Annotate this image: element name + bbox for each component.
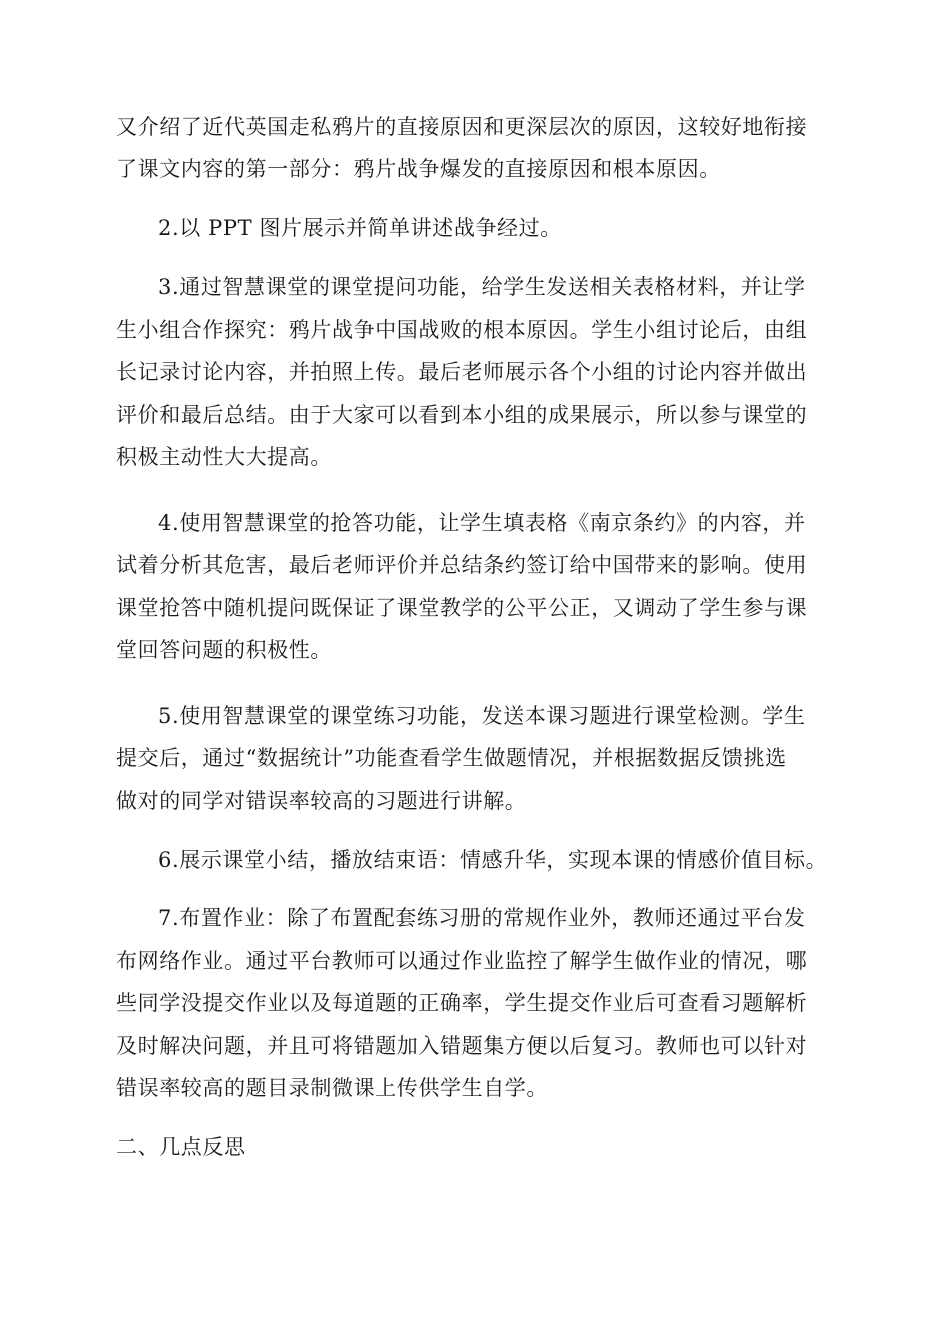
paragraph-line: 又介绍了近代英国走私鸦片的直接原因和更深层次的原因，这较好地衔接 <box>116 115 808 139</box>
paragraph-line: 长记录讨论内容，并拍照上传。最后老师展示各个小组的讨论内容并做出 <box>116 360 808 384</box>
paragraph-line: 6.展示课堂小结，播放结束语：情感升华，实现本课的情感价值目标。 <box>158 848 828 872</box>
paragraph-line: 4.使用智慧课堂的抢答功能，让学生填表格《南京条约》的内容，并 <box>158 511 806 535</box>
paragraph-line: 2.以 PPT 图片展示并简单讲述战争经过。 <box>158 216 562 240</box>
paragraph-line: 7.布置作业：除了布置配套练习册的常规作业外，教师还通过平台发 <box>158 906 806 930</box>
paragraph-line: 3.通过智慧课堂的课堂提问功能，给学生发送相关表格材料，并让学 <box>158 275 806 299</box>
paragraph-line: 积极主动性大大提高。 <box>116 445 332 469</box>
section-heading: 二、几点反思 <box>116 1135 246 1159</box>
paragraph-line: 做对的同学对错误率较高的习题进行讲解。 <box>116 789 527 813</box>
paragraph-line: 及时解决问题，并且可将错题加入错题集方便以后复习。教师也可以针对 <box>116 1034 808 1058</box>
paragraph-line: 了课文内容的第一部分：鸦片战争爆发的直接原因和根本原因。 <box>116 157 721 181</box>
paragraph-line: 课堂抢答中随机提问既保证了课堂教学的公平公正，又调动了学生参与课 <box>116 596 808 620</box>
paragraph-line: 试着分析其危害，最后老师评价并总结条约签订给中国带来的影响。使用 <box>116 553 808 577</box>
paragraph-line: 堂回答问题的积极性。 <box>116 638 332 662</box>
paragraph-line: 5.使用智慧课堂的课堂练习功能，发送本课习题进行课堂检测。学生 <box>158 704 806 728</box>
paragraph-line: 错误率较高的题目录制微课上传供学生自学。 <box>116 1076 548 1100</box>
paragraph-line: 提交后，通过“数据统计”功能查看学生做题情况，并根据数据反馈挑选 <box>116 746 787 770</box>
paragraph-line: 生小组合作探究：鸦片战争中国战败的根本原因。学生小组讨论后，由组 <box>116 318 808 342</box>
paragraph-line: 布网络作业。通过平台教师可以通过作业监控了解学生做作业的情况，哪 <box>116 949 808 973</box>
paragraph-line: 些同学没提交作业以及每道题的正确率，学生提交作业后可查看习题解析 <box>116 991 808 1015</box>
paragraph-line: 评价和最后总结。由于大家可以看到本小组的成果展示，所以参与课堂的 <box>116 403 808 427</box>
